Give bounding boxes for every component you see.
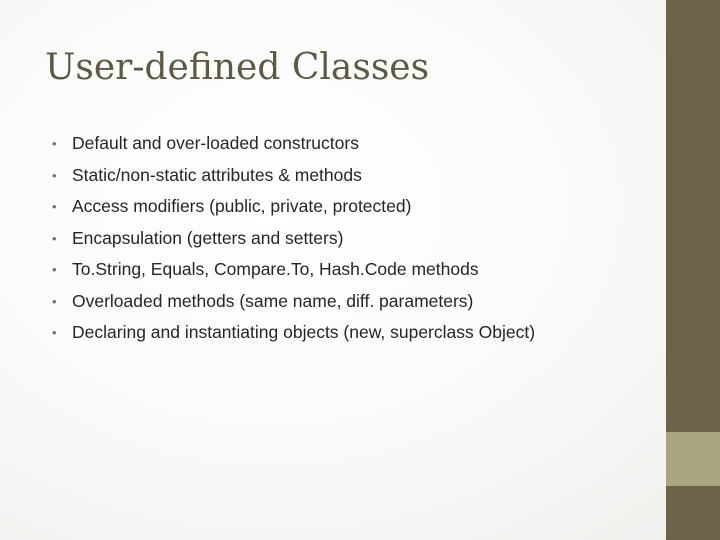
bullet-marker: •	[52, 262, 57, 278]
slide-title: User-defined Classes	[45, 47, 430, 88]
sidebar-decoration-accent	[666, 432, 720, 486]
bullet-item	[52, 223, 535, 255]
bullet-item	[52, 160, 535, 192]
bullet-text: To.String, Equals, Compare.To, Hash.Code methods	[72, 259, 479, 280]
bullet-item	[52, 317, 535, 349]
sidebar-decoration-top	[666, 0, 720, 432]
bullet-marker: •	[52, 199, 57, 215]
sidebar-decoration-bottom	[666, 486, 720, 540]
bullet-marker: •	[52, 167, 57, 183]
bullet-marker: •	[52, 230, 57, 246]
bullet-text: Static/non-static attributes & methods	[72, 164, 362, 185]
bullet-item	[52, 128, 535, 160]
bullet-item	[52, 254, 535, 286]
bullet-text: Overloaded methods (same name, diff. parameters)	[72, 290, 474, 311]
bullet-text: Default and over-loaded constructors	[72, 133, 359, 154]
bullet-list	[52, 128, 535, 349]
bullet-text: Access modifiers (public, private, protected)	[72, 196, 412, 217]
bullet-item	[52, 286, 535, 318]
bullet-marker: •	[52, 293, 57, 309]
bullet-text: Encapsulation (getters and setters)	[72, 227, 344, 248]
bullet-text: Declaring and instantiating objects (new, superclass Object)	[72, 322, 536, 343]
bullet-item	[52, 191, 535, 223]
bullet-marker: •	[52, 325, 57, 341]
bullet-marker: •	[52, 136, 57, 152]
